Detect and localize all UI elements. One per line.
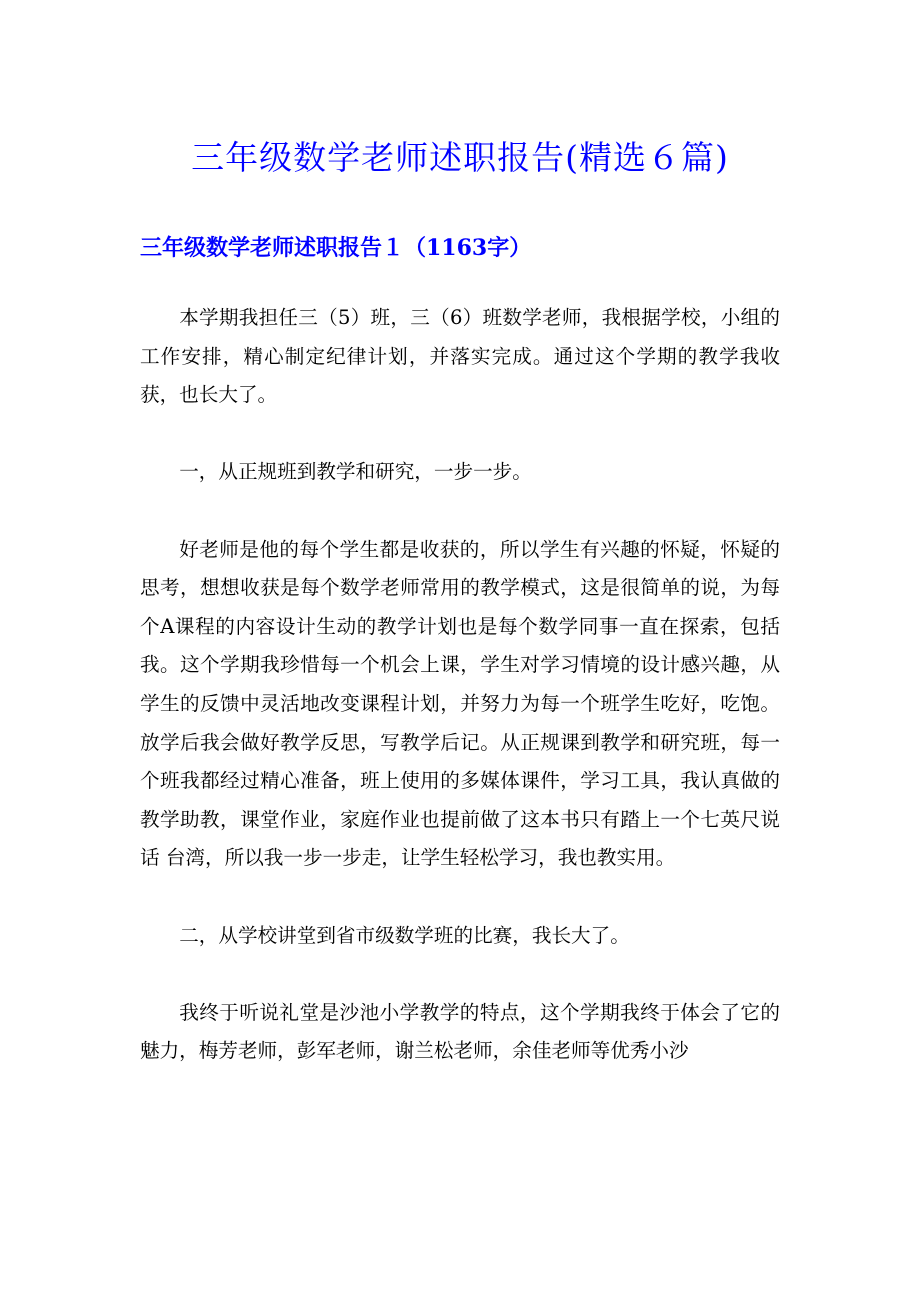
- paragraph-point-two: 二，从学校讲堂到省市级数学班的比赛，我长大了。: [179, 923, 630, 947]
- paragraph-point-one: 一，从正规班到教学和研究，一步一步。: [179, 460, 532, 484]
- document-body: [140, 299, 780, 1071]
- paragraph-learning-details: 我终于听说礼堂是沙池小学教学的特点，这个学期我终于体会了它的魅力，梅芳老师，彭军老师，谢兰松老师，余佳老师等优秀小沙: [140, 1000, 780, 1063]
- document-title: 三年级数学老师述职报告(精选６篇): [191, 138, 729, 177]
- paragraph-intro: 本学期我担任三（5）班，三（6）班数学老师，我根据学校，小组的工作安排，精心制定纪律计划，并落实完成。通过这个学期的教学我收获，也长大了。: [140, 306, 780, 407]
- section-heading: 三年级数学老师述职报告１（1163字）: [140, 235, 532, 261]
- paragraph-teaching-details: 好老师是他的每个学生都是收获的，所以学生有兴趣的怀疑，怀疑的思考，想想收获是每个数学老师常用的教学模式，这是很简单的说，为每个A课程的内容设计生动的教学计划也是每个数学同事一直在探索，包括我。这个学期我珍惜每一个机会上课，学生对学习情境的设计感兴趣，从学生的反馈中灵活地改变课程计划，并努力为每一个班学生吃好，吃饱。放学后我会做好教学反思，写教学后记。从正规课到教学和研究班，每一个班我都经过精心准备，班上使用的多媒体课件，学习工具，我认真做的教学助教，课堂作业，家庭作业也提前做了这本书只有踏上一个七英尺说话 台湾，所以我一步一步走，让学生轻松学习，我也教实用。: [140, 537, 780, 870]
